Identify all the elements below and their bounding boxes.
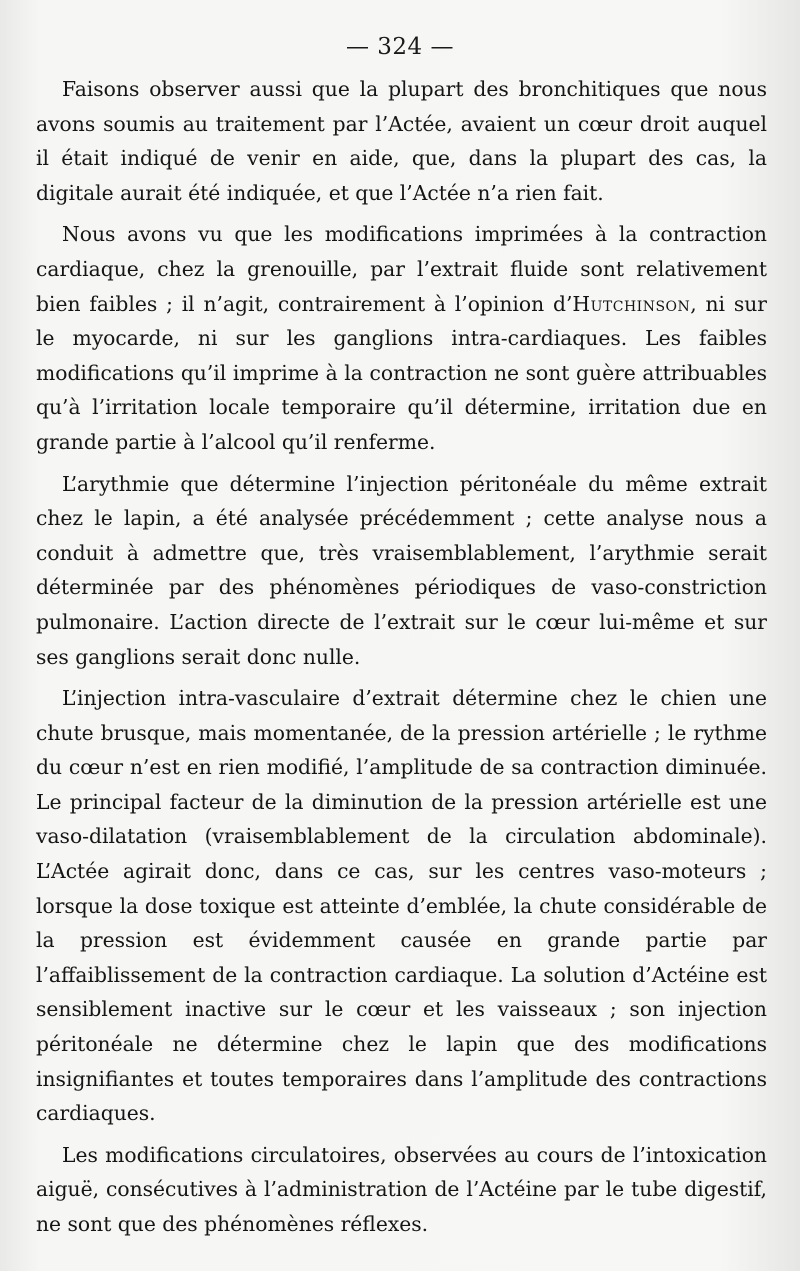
page-number: — 324 — bbox=[345, 34, 455, 60]
author-name: Hutchinson bbox=[572, 291, 691, 316]
paragraph-4: L’injection intra-vasculaire d’extrait détermine chez le chien une chute brusque, mais momentanée, de la pression artérielle ; le rythme du cœur n’est en rien modifié, l’amplitude de sa contraction diminuée. Le principal facteur de la diminution de la pression artérielle est une vaso-dilatation (vraisemblablement de la circulation abdominale). L’Actée agirait donc, dans ce cas, sur les centres vaso-moteurs ; lorsque la dose toxique est atteinte d’emblée, la chute considérable de la pression est évidemment causée en grande partie par l’affaiblissement de la contraction cardiaque. La solution d’Actéine est sensiblement inactive sur le cœur et les vaisseaux ; son injection péritonéale ne détermine chez le lapin que des modifications insignifiantes et toutes temporaires dans l’amplitude des contractions cardiaques. bbox=[36, 686, 767, 1126]
paragraph-1: Faisons observer aussi que la plupart des bronchitiques que nous avons soumis au traitement par l’Actée, avaient un cœur droit auquel il était indiqué de venir en aide, que, dans la plupart des cas, la digitale aurait été indiquée, et que l’Actée n’a rien fait. bbox=[36, 77, 767, 205]
paragraph-2-end: , ni sur le myocarde, ni sur les ganglions intra-cardiaques. Les faibles modifications qu’il imprime à la contraction ne sont guère attribuables qu’à l’irritation locale temporaire qu’il détermine, irritation due en grande partie à l’alcool qu’il renferme. bbox=[36, 291, 767, 454]
paragraph-5: Les modifications circulatoires, observées au cours de l’intoxication aiguë, consécutives à l’administration de l’Actéine par le tube digestif, ne sont que des phénomènes réflexes. bbox=[36, 1142, 767, 1236]
paragraph-2 bbox=[36, 217, 767, 459]
paragraph-3: L’arythmie que détermine l’injection péritonéale du même extrait chez le lapin, a été analysée précédemment ; cette analyse nous a conduit à admettre que, très vraisemblablement, l’arythmie serait déterminée par des phénomènes périodiques de vaso-constriction pulmonaire. L’action directe de l’extrait sur le cœur lui-même et sur ses ganglions serait donc nulle. bbox=[36, 471, 767, 669]
body-text bbox=[36, 72, 767, 1242]
paragraph-2-start: Nous avons vu que les modifications imprimées à la contraction cardiaque, chez la grenouille, par l’extrait fluide sont relativement bien faibles ; il n’agit, contrairement à l’opinion d’ bbox=[36, 222, 767, 316]
